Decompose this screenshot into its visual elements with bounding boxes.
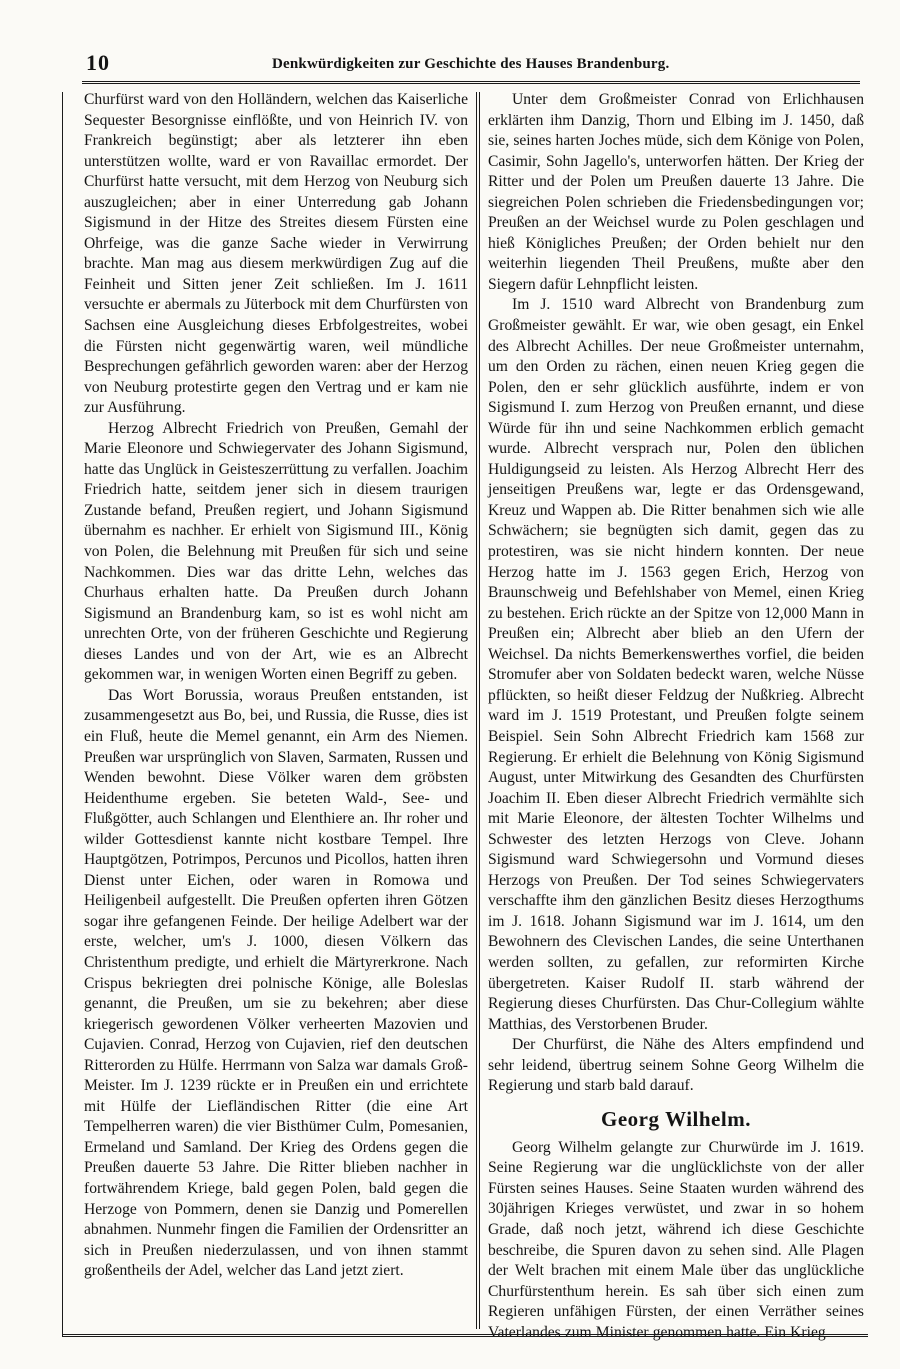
page-header [82,50,860,80]
left-paragraph-1: Churfürst ward von den Holländern, welchen das Kaiserliche Sequester Besorgnisse einflößte, und von Heinrich IV. von Frankreich begünstigt; aber als letzterer ihn eben unterstützen wollte, ward er von Ravaillac ermordet. Der Churfürst hatte versucht, mit dem Herzog von Neuburg sich auszugleichen; aber in einer Unterredung gab Johann Sigismund in der Hitze des Streites diesem Fürsten eine Ohrfeige, was die ganze Sache wieder in Verwirrung brachte. Man mag aus diesem merkwürdigen Zug auf die Feinheit und Sitten jener Zeit schließen. Im J. 1611 versuchte er abermals zu Jüterbock mit dem Churfürsten von Sachsen eine Ausgleichung dieses Erbfolgestreites, wobei die Fürsten nicht gegenwärtig waren, weil mündliche Besprechungen gefährlich geworden waren: aber der Herzog von Neuburg protestirte gegen den Vertrag und er kam nie zur Ausführung. [84,91,468,417]
right-paragraph-1: Unter dem Großmeister Conrad von Erlichhausen erklärten ihm Danzig, Thorn und Elbing im J. 1450, daß sie, seines harten Joches müde, sich dem Könige von Polen, Casimir, Sohn Jagello's, unterworfen hätten. Der Krieg der Ritter und der Polen um Preußen dauerte 13 Jahre. Die siegreichen Polen schrieben die Friedensbedingungen vor; Preußen an der Weichsel wurde zu Polen geschlagen und hieß Königliches Preußen; der Orden behielt nur den weiterhin liegenden Theil Preußens, mußte aber den Siegern dafür Lehnpflicht leisten. [488,91,864,293]
left-margin-rule [62,92,63,1336]
left-paragraph-3: Das Wort Borussia, woraus Preußen entstanden, ist zusammengesetzt aus Bo, bei, und Russia, die Russe, dies ist ein Fluß, heute die Memel genannt, ein Arm des Niemen. Preußen war ursprünglich von Slaven, Sarmaten, Russen und Wenden bewohnt. Diese Völker waren dem gröbsten Heidenthume ergeben. Sie beteten Wald-, See- und Flußgötter, auch Schlangen und Elenthiere an. Ihr roher und wilder Gottesdienst kannte nicht kostbare Tempel. Ihre Hauptgötzen, Potrimpos, Percunos und Picollos, hatten ihren Dienst unter Eichen, oder waren in Romowa und Heiligenbeil aufgestellt. Die Preußen opferten ihren Götzen sogar ihre gefangenen Feinde. Der heilige Adelbert war der erste, welcher, um's J. 1000, diesen Völkern das Christenthum predigte, und erhielt die Märtyrerkrone. Nach Crispus bekriegten drei polnische Könige, alle Boleslas genannt, die Preußen, um sie zu bekehren; aber diese kriegerisch gewordenen Völker verheerten Mazovien und Cujavien. Conrad, Herzog von Cujavien, rief den deutschen Ritterorden zu Hülfe. Herrmann von Salza war damals Groß-Meister. Im J. 1239 rückte er in Preußen ein und errichtete mit Hülfe der Liefländischen Ritter (die eine Art Tempelherren waren) die vier Bisthümer Culm, Pomesanien, Ermeland und Samland. Der Krieg des Ordens gegen die Preußen dauerte 53 Jahre. Die Ritter blieben nachher in fortwährendem Kriege, bald gegen Polen, bald gegen die Herzoge von Pommern, denen sie Danzig und Pomerellen abnahmen. Nunmehr fingen die Familien der Ordensritter an sich in Preußen niederzulassen, und von ihnen stammt großentheils der Adel, welcher das Land jetzt ziert. [84,686,468,1280]
right-column [488,90,864,1343]
left-column [84,90,468,1282]
page-number: 10 [86,50,110,75]
right-paragraph-2: Im J. 1510 ward Albrecht von Brandenburg zum Großmeister gewählt. Er war, wie oben gesagt, ein Enkel des Albrecht Achilles. Der neue Großmeister unternahm, um den Orden zu rächen, einen neuen Krieg gegen die Polen, den er sehr glücklich ausführte, indem er von Sigismund I. zum Herzog von Preußen ernannt, und diese Würde für ihn und seine Nachkommen erblich gemacht wurde. Albrecht versprach nur, Polen den üblichen Huldigungseid zu leisten. Als Herzog Albrecht Herr des jenseitigen Preußens war, legte er das Ordensgewand, Kreuz und Wappen ab. Die Ritter benahmen sich wie alle Schwächern; sie begnügten sich damit, gegen das zu protestiren, was sie nicht hindern konnten. Der neue Herzog hatte im J. 1563 gegen Erich, Herzog von Braunschweig und Befehlshaber von Memel, einen Krieg zu bestehen. Erich rückte an der Spitze von 12,000 Mann in Preußen ein; Albrecht aber blieb an den Ufern der Weichsel. Da nichts Bemerkenswerthes vorfiel, die beiden Stromufer aber von Soldaten bedeckt waren, welche Nüsse pflückten, so heißt dieser Feldzug der Nußkrieg. Albrecht ward im J. 1519 Protestant, und Preußen folgte seinem Beispiel. Sein Sohn Albrecht Friedrich kam 1568 zur Regierung. Er erhielt die Belehnung von König Sigismund August, unter Mitwirkung des Gesandten des Churfürsten Joachim II. Eben dieser Albrecht Friedrich vermählte sich mit Marie Eleonore, der ältesten Tochter Wilhelms und Schwester des letzten Herzogs von Cleve. Johann Sigismund ward Schwiegersohn und Vormund dieses Herzogs von Preußen. Der Tod seines Schwiegervaters verschaffte ihm den gänzlichen Besitz dieses Herzogthums im J. 1618. Johann Sigismund war im J. 1614, um den Bewohnern des Clevischen Landes, die seine Unterthanen werden sollten, zu gefallen, zur reformirten Kirche übergetreten. Kaiser Rudolf II. starb während der Regierung dieses Churfürsten. Das Chur-Collegium wählte Matthias, des Verstorbenen Bruder. [488,296,864,1033]
section-heading: Georg Wilhelm. [601,1106,751,1131]
right-paragraph-4: Georg Wilhelm gelangte zur Churwürde im J. 1619. Seine Regierung war die unglücklichste von der aller Fürsten seines Hauses. Seine Staaten wurden während des 30jährigen Krieges verwüstet, und zwar in so hohem Grade, daß noch jetzt, während ich diese Geschichte beschreibe, die Spuren davon zu sehen sind. Alle Plagen der Welt brachen mit einem Male über das unglückliche Churfürstenthum herein. Es sah über sich einen zum Regieren unfähigen Fürsten, der einen Verräther seines Vaterlandes zum Minister genommen hatte. Ein Krieg [488,1138,864,1341]
column-divider [476,92,480,1329]
header-rule [82,81,860,84]
right-paragraph-3: Der Churfürst, die Nähe des Alters empfindend und sehr leidend, übertrug seinem Sohne Georg Wilhelm die Regierung und starb bald darauf. [488,1036,864,1095]
left-paragraph-2: Herzog Albrecht Friedrich von Preußen, Gemahl der Marie Eleonore und Schwiegervater des Johann Sigismund, hatte das Unglück in Geisteszerrüttung zu verfallen. Joachim Friedrich hatte, seitdem jener sich in diesem traurigen Zustande befand, Preußen regiert, und Johann Sigismund übernahm es nachher. Er erhielt von Sigismund III., König von Polen, die Belehnung mit Preußen für sich und seine Nachkommen. Dies war das dritte Lehn, welches das Churhaus erhalten hatte. Da Preußen durch Johann Sigismund an Brandenburg kam, so ist es wohl nicht am unrechten Orte, von der früheren Geschichte und Regierung dieses Landes und von der Art, wie es an Albrecht gekommen war, in wenigen Worten einen Begriff zu geben. [84,419,468,684]
footer-rule [62,1334,868,1337]
running-title: Denkwürdigkeiten zur Geschichte des Hauses Brandenburg. [272,56,670,72]
